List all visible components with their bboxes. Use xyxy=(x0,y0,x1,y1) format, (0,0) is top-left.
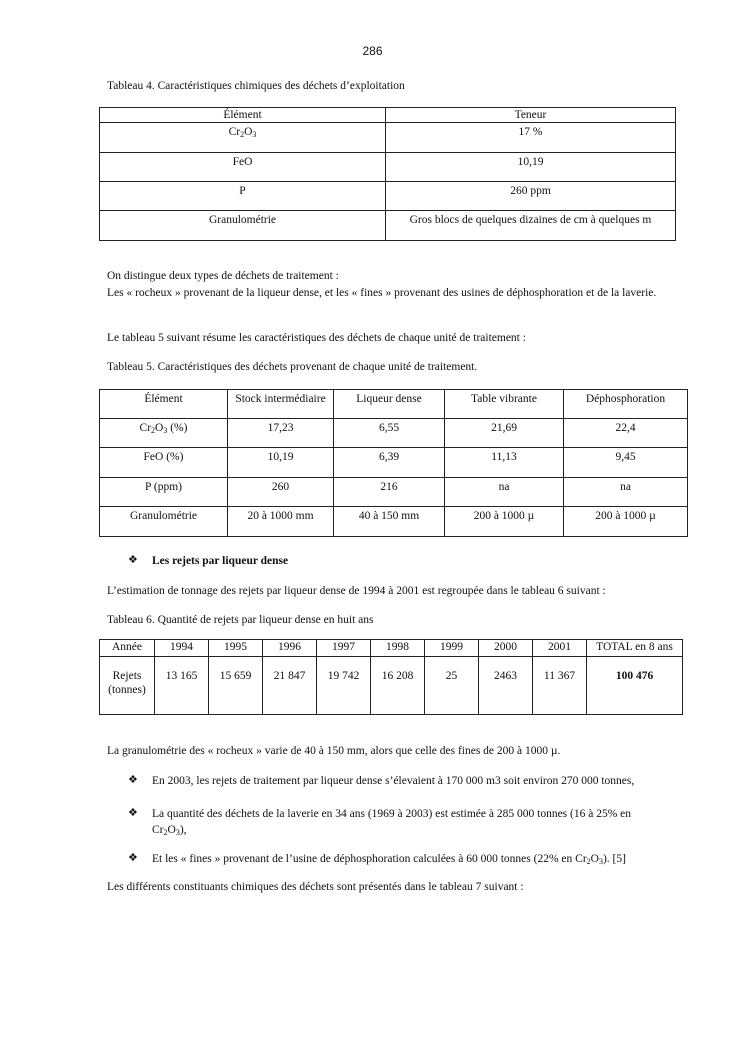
diamond-bullet-icon: ❖ xyxy=(128,806,138,819)
t4-cell: 260 ppm xyxy=(386,182,676,211)
t5-cell: na xyxy=(445,478,564,507)
diamond-bullet-icon: ❖ xyxy=(128,553,138,566)
section-heading: Les rejets par liqueur dense xyxy=(152,555,289,567)
t6-cell: 2463 xyxy=(479,657,533,715)
t5-cell: na xyxy=(564,478,688,507)
t4-header-teneur: Teneur xyxy=(386,108,676,123)
t4-header-element: Élément xyxy=(100,108,386,123)
t5-header: Table vibrante xyxy=(445,390,564,419)
t5-header: Élément xyxy=(100,390,228,419)
t4-cell: Granulométrie xyxy=(100,211,386,241)
t4-cr2o3-label: $Cr_2O_3$ xyxy=(100,123,386,153)
diamond-bullet-icon: ❖ xyxy=(128,773,138,786)
paragraph-table6-intro: L’estimation de tonnage des rejets par liqueur dense de 1994 à 2001 est regroupée dans le tableau 6 suivant : xyxy=(107,585,606,597)
t4-cell: FeO xyxy=(100,153,386,182)
t6-header: 1994 xyxy=(155,640,209,657)
t6-cell: 16 208 xyxy=(371,657,425,715)
t5-cell: 17,23 xyxy=(228,419,334,448)
t6-header: 1998 xyxy=(371,640,425,657)
t6-cell: 15 659 xyxy=(209,657,263,715)
t5-cell: 216 xyxy=(334,478,445,507)
t5-cell: 21,69 xyxy=(445,419,564,448)
t5-cell: Granulométrie xyxy=(100,507,228,537)
t5-header: Stock intermédiaire xyxy=(228,390,334,419)
paragraph-table7-intro: Les différents constituants chimiques des déchets sont présentés dans le tableau 7 suivant : xyxy=(107,881,524,893)
t6-header: 1997 xyxy=(317,640,371,657)
table4-caption: Tableau 4. Caractéristiques chimiques des déchets d’exploitation xyxy=(107,80,405,92)
t6-header: 2000 xyxy=(479,640,533,657)
bullet-text: La quantité des déchets de la laverie en 34 ans (1969 à 2003) est estimée à 285 000 tonnes (16 à 25% en $Cr_2O_3$), xyxy=(152,808,632,837)
t4-cell: 10,19 xyxy=(386,153,676,182)
diamond-bullet-icon: ❖ xyxy=(128,851,138,864)
bullet-text: En 2003, les rejets de traitement par liqueur dense s’élevaient à 170 000 m3 soit environ 270 000 tonnes, xyxy=(152,775,635,787)
t5-cell: 200 à 1000 µ xyxy=(564,507,688,537)
t5-cell: 6,39 xyxy=(334,448,445,478)
intro-line: On distingue deux types de déchets de traitement : xyxy=(107,270,339,282)
t6-header: 1996 xyxy=(263,640,317,657)
t5-cell: 260 xyxy=(228,478,334,507)
page-number: 286 xyxy=(362,44,383,58)
t5-cell: 200 à 1000 µ xyxy=(445,507,564,537)
t6-cell: 21 847 xyxy=(263,657,317,715)
t5-header: Liqueur dense xyxy=(334,390,445,419)
t6-header: 2001 xyxy=(533,640,587,657)
t6-header: 1995 xyxy=(209,640,263,657)
intro-line: Les « rocheux » provenant de la liqueur dense, et les « fines » provenant des usines de déphosphoration et de la laverie. xyxy=(107,287,657,299)
t5-cell: 20 à 1000 mm xyxy=(228,507,334,537)
t6-header: Année xyxy=(100,640,155,657)
table5-caption: Tableau 5. Caractéristiques des déchets provenant de chaque unité de traitement. xyxy=(107,361,478,373)
t6-total-cell: 100 476 xyxy=(587,657,683,715)
t5-cell: 40 à 150 mm xyxy=(334,507,445,537)
t6-row-label: Rejets (tonnes) xyxy=(100,657,155,715)
t5-cell: 11,13 xyxy=(445,448,564,478)
t5-cell: 10,19 xyxy=(228,448,334,478)
t4-cell: P xyxy=(100,182,386,211)
paragraph-intro xyxy=(107,268,682,302)
t5-cell: P (ppm) xyxy=(100,478,228,507)
t6-cell: 25 xyxy=(425,657,479,715)
t6-cell: 13 165 xyxy=(155,657,209,715)
table6-caption: Tableau 6. Quantité de rejets par liqueur dense en huit ans xyxy=(107,614,374,626)
bullet-text: Et les « fines » provenant de l’usine de déphosphoration calculées à 60 000 tonnes (22% en $Cr_2O_3$). [5] xyxy=(152,853,626,866)
t4-cell: 17 % xyxy=(386,123,676,153)
t6-header: 1999 xyxy=(425,640,479,657)
t6-cell: 11 367 xyxy=(533,657,587,715)
table5 xyxy=(99,389,688,537)
table6 xyxy=(99,639,683,715)
table4 xyxy=(99,107,676,241)
t6-cell: 19 742 xyxy=(317,657,371,715)
t6-header: TOTAL en 8 ans xyxy=(587,640,683,657)
paragraph-granulometrie: La granulométrie des « rocheux » varie de 40 à 150 mm, alors que celle des fines de 200 à 1000 µ. xyxy=(107,745,561,757)
t5-cell: 6,55 xyxy=(334,419,445,448)
t5-header: Déphosphoration xyxy=(564,390,688,419)
t5-cell: 22,4 xyxy=(564,419,688,448)
t4-cell: Gros blocs de quelques dizaines de cm à quelques m xyxy=(386,211,676,241)
paragraph-table5-intro: Le tableau 5 suivant résume les caractéristiques des déchets de chaque unité de traitement : xyxy=(107,332,526,344)
t5-cr2o3-label: $Cr_2O_3$ (%) xyxy=(100,419,228,448)
t5-cell: 9,45 xyxy=(564,448,688,478)
t5-cell: FeO (%) xyxy=(100,448,228,478)
